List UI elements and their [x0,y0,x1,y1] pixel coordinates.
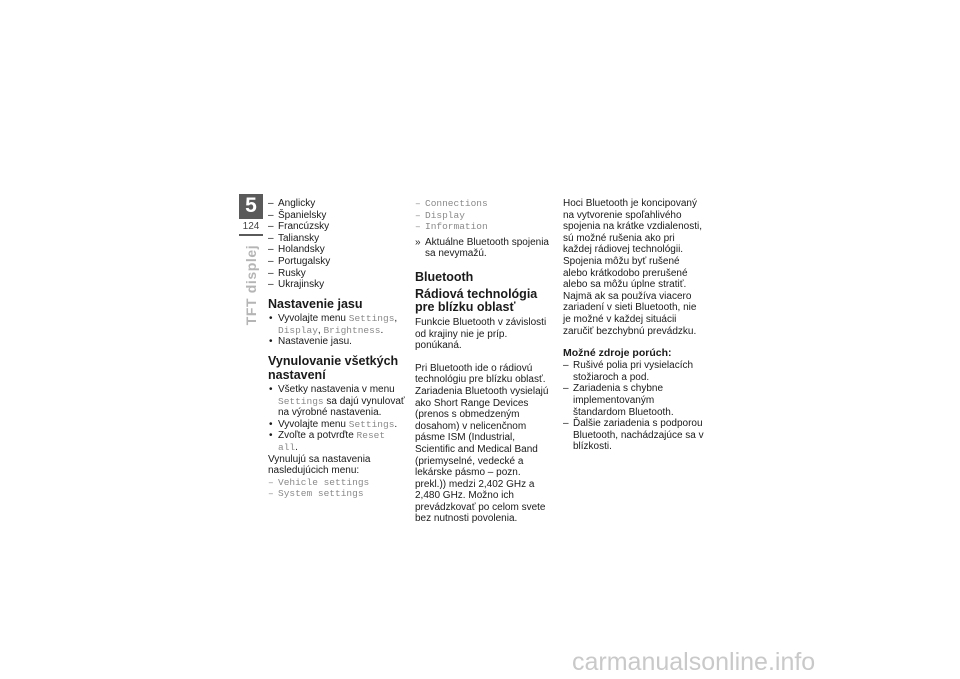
heading-bluetooth: Bluetooth [415,269,474,284]
list-item: – Portugalsky [268,256,410,268]
paragraph: Hoci Bluetooth je koncipovaný na vytvorenie spoľahlivého spojenia na krátke vzdialenosti, sú možné rušenia ako pri každej rádiovej technológii. Spojenia môžu byť rušené alebo krátkodobo prerušené alebo sa môžu úplne stratiť. Najmä ak sa používa viacero zariadení v sieti Bluetooth, nie je možné v každej situácii zaručiť bezchybnú prevádzku. [563,198,702,337]
paragraph: Funkcie Bluetooth v závislosti od krajiny nie je príp. ponúkaná. [415,316,547,352]
list-item: – Zariadenia s chybne implementovaným štandardom Bluetooth. [563,383,705,418]
list-item: – Francúzsky [268,221,410,233]
column-2 [415,198,553,525]
paragraph: Vynulujú sa nastavenia nasledujúcich menu: [268,453,371,477]
bullet-item: • Všetky nastavenia v menu Settings sa dajú vynulovať na výrobné nastavenia. [268,384,410,419]
list-item: – Rušivé polia pri vysielacích stožiaroch a pod. [563,360,705,383]
bullet-item: • Nastavenie jasu. [268,336,410,348]
bullet-item: • Zvoľte a potvrďte Reset all. [268,430,410,453]
list-item: – Španielsky [268,210,410,222]
section-title: TFT displej [243,244,259,326]
page-number: 124 [239,219,263,234]
bullet-item: • Vyvolajte menu Settings, Display, Brightness. [268,313,410,336]
list-item: – Ukrajinsky [268,279,410,291]
paragraph: Pri Bluetooth ide o rádiovú technológiu pre blízku oblasť. Zariadenia Bluetooth vysielajú ako Short Range Devices (prenos s obmedzeným dosahom) v nelicenčnom pásme ISM (Industrial, Scientific and Medical Band (priemyselné, vedecké a lekárske pásmo – pozn. prekl.)) medzi 2,402 GHz a 2,480 GHz. Možno ich prevádzkovať po celom svete bez nutnosti povolenia. [415,362,549,525]
list-item: – Holandsky [268,244,410,256]
menu-item: – Information [415,221,553,233]
menu-item: – System settings [268,488,410,500]
heading-reset: Vynulovanie všetkých nastavení [268,354,399,382]
menu-item: – Connections [415,198,553,210]
watermark: carmanualsonline.info [572,648,816,676]
heading-radio-technology: Rádiová technológia pre blízku oblasť [415,286,538,315]
heading-brightness: Nastavenie jasu [268,296,363,311]
list-item: – Taliansky [268,233,410,245]
menu-item: – Vehicle settings [268,477,410,489]
list-item: – Ďalšie zariadenia s podporou Bluetooth, nachádzajúce sa v blízkosti. [563,418,705,453]
chapter-tab [239,194,263,346]
result-note: » Aktuálne Bluetooth spojenia sa nevymažú. [415,237,553,260]
chapter-number: 5 [245,194,257,217]
column-1 [268,198,410,500]
bullet-item: • Vyvolajte menu Settings. [268,419,410,431]
heading-interference: Možné zdroje porúch: [563,347,672,360]
column-3 [563,198,705,453]
list-item: – Anglicky [268,198,410,210]
list-item: – Rusky [268,268,410,280]
menu-item: – Display [415,210,553,222]
